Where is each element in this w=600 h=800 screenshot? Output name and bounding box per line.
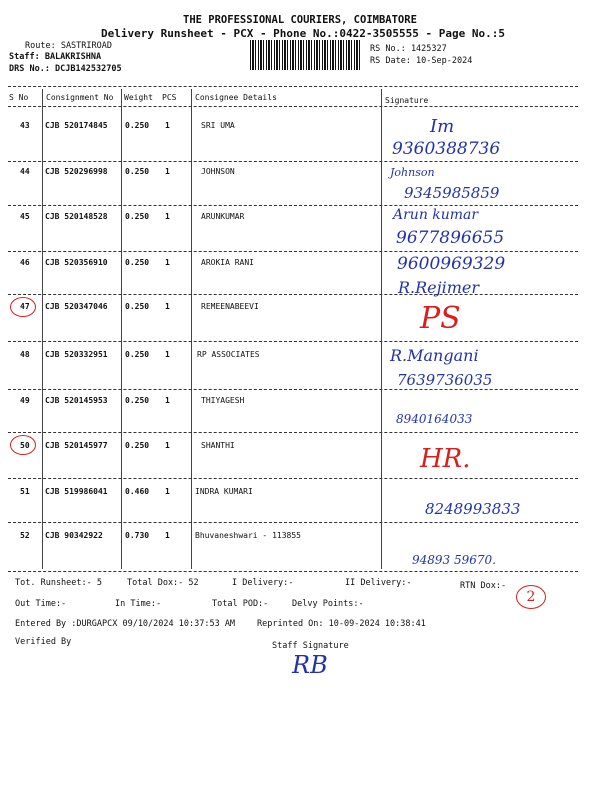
row-consignment: CJB 520145953: [45, 396, 108, 405]
row-signature-text: R.Rejimer: [398, 278, 480, 297]
row-consignee: RP ASSOCIATES: [197, 350, 260, 359]
row-signature-number: 8940164033: [396, 412, 473, 426]
ii-delivery: II Delivery:-: [345, 578, 412, 588]
barcode-graphic: [250, 40, 362, 70]
header-divider-top: [8, 86, 578, 87]
row-signature-text: Im: [430, 116, 455, 137]
total-dox: Total Dox:- 52: [127, 578, 199, 588]
row-consignee: REMEENABEEVI: [201, 302, 259, 311]
row-consignee: JOHNSON: [201, 167, 235, 176]
row-weight: 0.460: [125, 487, 150, 496]
row-divider: [8, 432, 578, 433]
col-consignee: Consignee Details: [195, 93, 277, 102]
row-consignment: CJB 520174845: [45, 121, 108, 130]
row-consignee: Bhuvaneshwari - 113855: [195, 531, 301, 540]
runsheet-title: Delivery Runsheet - PCX - Phone No.:0422-3505555 - Page No.:5: [101, 27, 505, 40]
row-divider: [8, 522, 578, 523]
table-bottom-divider: [8, 571, 578, 572]
row-pcs: 1: [165, 487, 170, 496]
row-consignment: CJB 520148528: [45, 212, 108, 221]
row-consignee: THIYAGESH: [201, 396, 245, 405]
row-pcs: 1: [165, 258, 170, 267]
row-weight: 0.730: [125, 531, 150, 540]
rs-date: RS Date: 10-Sep-2024: [370, 56, 473, 66]
row-sno: 50: [20, 441, 30, 450]
header-divider-bottom: [8, 106, 578, 107]
col-sno: S No: [9, 93, 29, 102]
in-time: In Time:-: [115, 599, 162, 609]
row-consignment: CJB 520356910: [45, 258, 108, 267]
verified-by: Verified By: [15, 637, 72, 647]
row-signature-number: 9677896655: [396, 228, 505, 248]
row-consignment: CJB 520296998: [45, 167, 108, 176]
out-time: Out Time:-: [15, 599, 67, 609]
row-consignment: CJB 519986041: [45, 487, 108, 496]
rtn-dox: RTN Dox:-: [460, 581, 507, 591]
red-circle-mark: [10, 435, 36, 455]
row-divider: [8, 161, 578, 162]
row-consignee: AROKIA RANI: [201, 258, 254, 267]
row-weight: 0.250: [125, 441, 150, 450]
row-consignee: SRI UMA: [201, 121, 235, 130]
row-pcs: 1: [165, 350, 170, 359]
row-signature-number: 94893 59670.: [412, 553, 496, 567]
staff-label: Staff: BALAKRISHNA: [9, 52, 102, 62]
row-signature-text: 9600969329: [397, 254, 506, 274]
row-divider: [8, 389, 578, 390]
staff-signature-mark: RB: [292, 651, 328, 679]
reprinted-on: Reprinted On: 10-09-2024 10:38:41: [257, 619, 426, 629]
route-label: Route: SASTRIROAD: [25, 41, 112, 51]
row-pcs: 1: [165, 441, 170, 450]
row-pcs: 1: [165, 167, 170, 176]
delvy-points: Delvy Points:-: [292, 599, 364, 609]
row-divider: [8, 251, 578, 252]
row-weight: 0.250: [125, 167, 150, 176]
row-signature-number: 7639736035: [397, 371, 493, 389]
i-delivery: I Delivery:-: [232, 578, 294, 588]
row-sno: 51: [20, 487, 30, 496]
row-weight: 0.250: [125, 302, 150, 311]
row-consignment: CJB 520145977: [45, 441, 108, 450]
row-sno: 43: [20, 121, 30, 130]
row-pcs: 1: [165, 531, 170, 540]
col-weight: Weight: [124, 93, 153, 102]
row-consignee: INDRA KUMARI: [195, 487, 253, 496]
row-signature-number: 9345985859: [404, 184, 500, 202]
row-sno: 52: [20, 531, 30, 540]
row-sno: 45: [20, 212, 30, 221]
row-consignment: CJB 520332951: [45, 350, 108, 359]
row-signature-number: 8248993833: [425, 500, 521, 518]
red-circle-mark: [10, 297, 36, 317]
staff-signature-label: Staff Signature: [272, 641, 349, 651]
row-signature-text: Arun kumar: [393, 207, 479, 223]
row-signature-text: R.Mangani: [390, 346, 479, 365]
row-sno: 44: [20, 167, 30, 176]
row-consignee: ARUNKUMAR: [201, 212, 245, 221]
row-consignment: CJB 90342922: [45, 531, 103, 540]
total-pod: Total POD:-: [212, 599, 269, 609]
row-sno: 49: [20, 396, 30, 405]
row-signature-text: Johnson: [390, 166, 435, 179]
drs-label: DRS No.: DCJB142532705: [9, 64, 122, 74]
col-signature: Signature: [385, 96, 429, 105]
rtn-dox-mark: 2: [516, 585, 546, 609]
row-weight: 0.250: [125, 350, 150, 359]
tot-runsheet: Tot. Runsheet:- 5: [15, 578, 102, 588]
row-weight: 0.250: [125, 396, 150, 405]
row-sno: 47: [20, 302, 30, 311]
row-divider: [8, 341, 578, 342]
row-signature-number: PS: [420, 301, 461, 336]
row-signature-number: 9360388736: [392, 139, 501, 159]
col-consignment: Consignment No: [46, 93, 114, 102]
row-consignment: CJB 520347046: [45, 302, 108, 311]
entered-by: Entered By :DURGAPCX 09/10/2024 10:37:53 AM: [15, 619, 236, 629]
row-consignee: SHANTHI: [201, 441, 235, 450]
row-weight: 0.250: [125, 121, 150, 130]
row-divider: [8, 478, 578, 479]
row-divider: [8, 205, 578, 206]
row-pcs: 1: [165, 212, 170, 221]
rs-number: RS No.: 1425327: [370, 44, 447, 54]
row-pcs: 1: [165, 302, 170, 311]
company-name: THE PROFESSIONAL COURIERS, COIMBATORE: [183, 14, 417, 26]
row-pcs: 1: [165, 396, 170, 405]
row-weight: 0.250: [125, 212, 150, 221]
row-pcs: 1: [165, 121, 170, 130]
col-pcs: PCS: [162, 93, 177, 102]
row-sno: 48: [20, 350, 30, 359]
row-signature-text: HR.: [420, 444, 471, 474]
row-weight: 0.250: [125, 258, 150, 267]
row-divider: [8, 294, 578, 295]
row-sno: 46: [20, 258, 30, 267]
